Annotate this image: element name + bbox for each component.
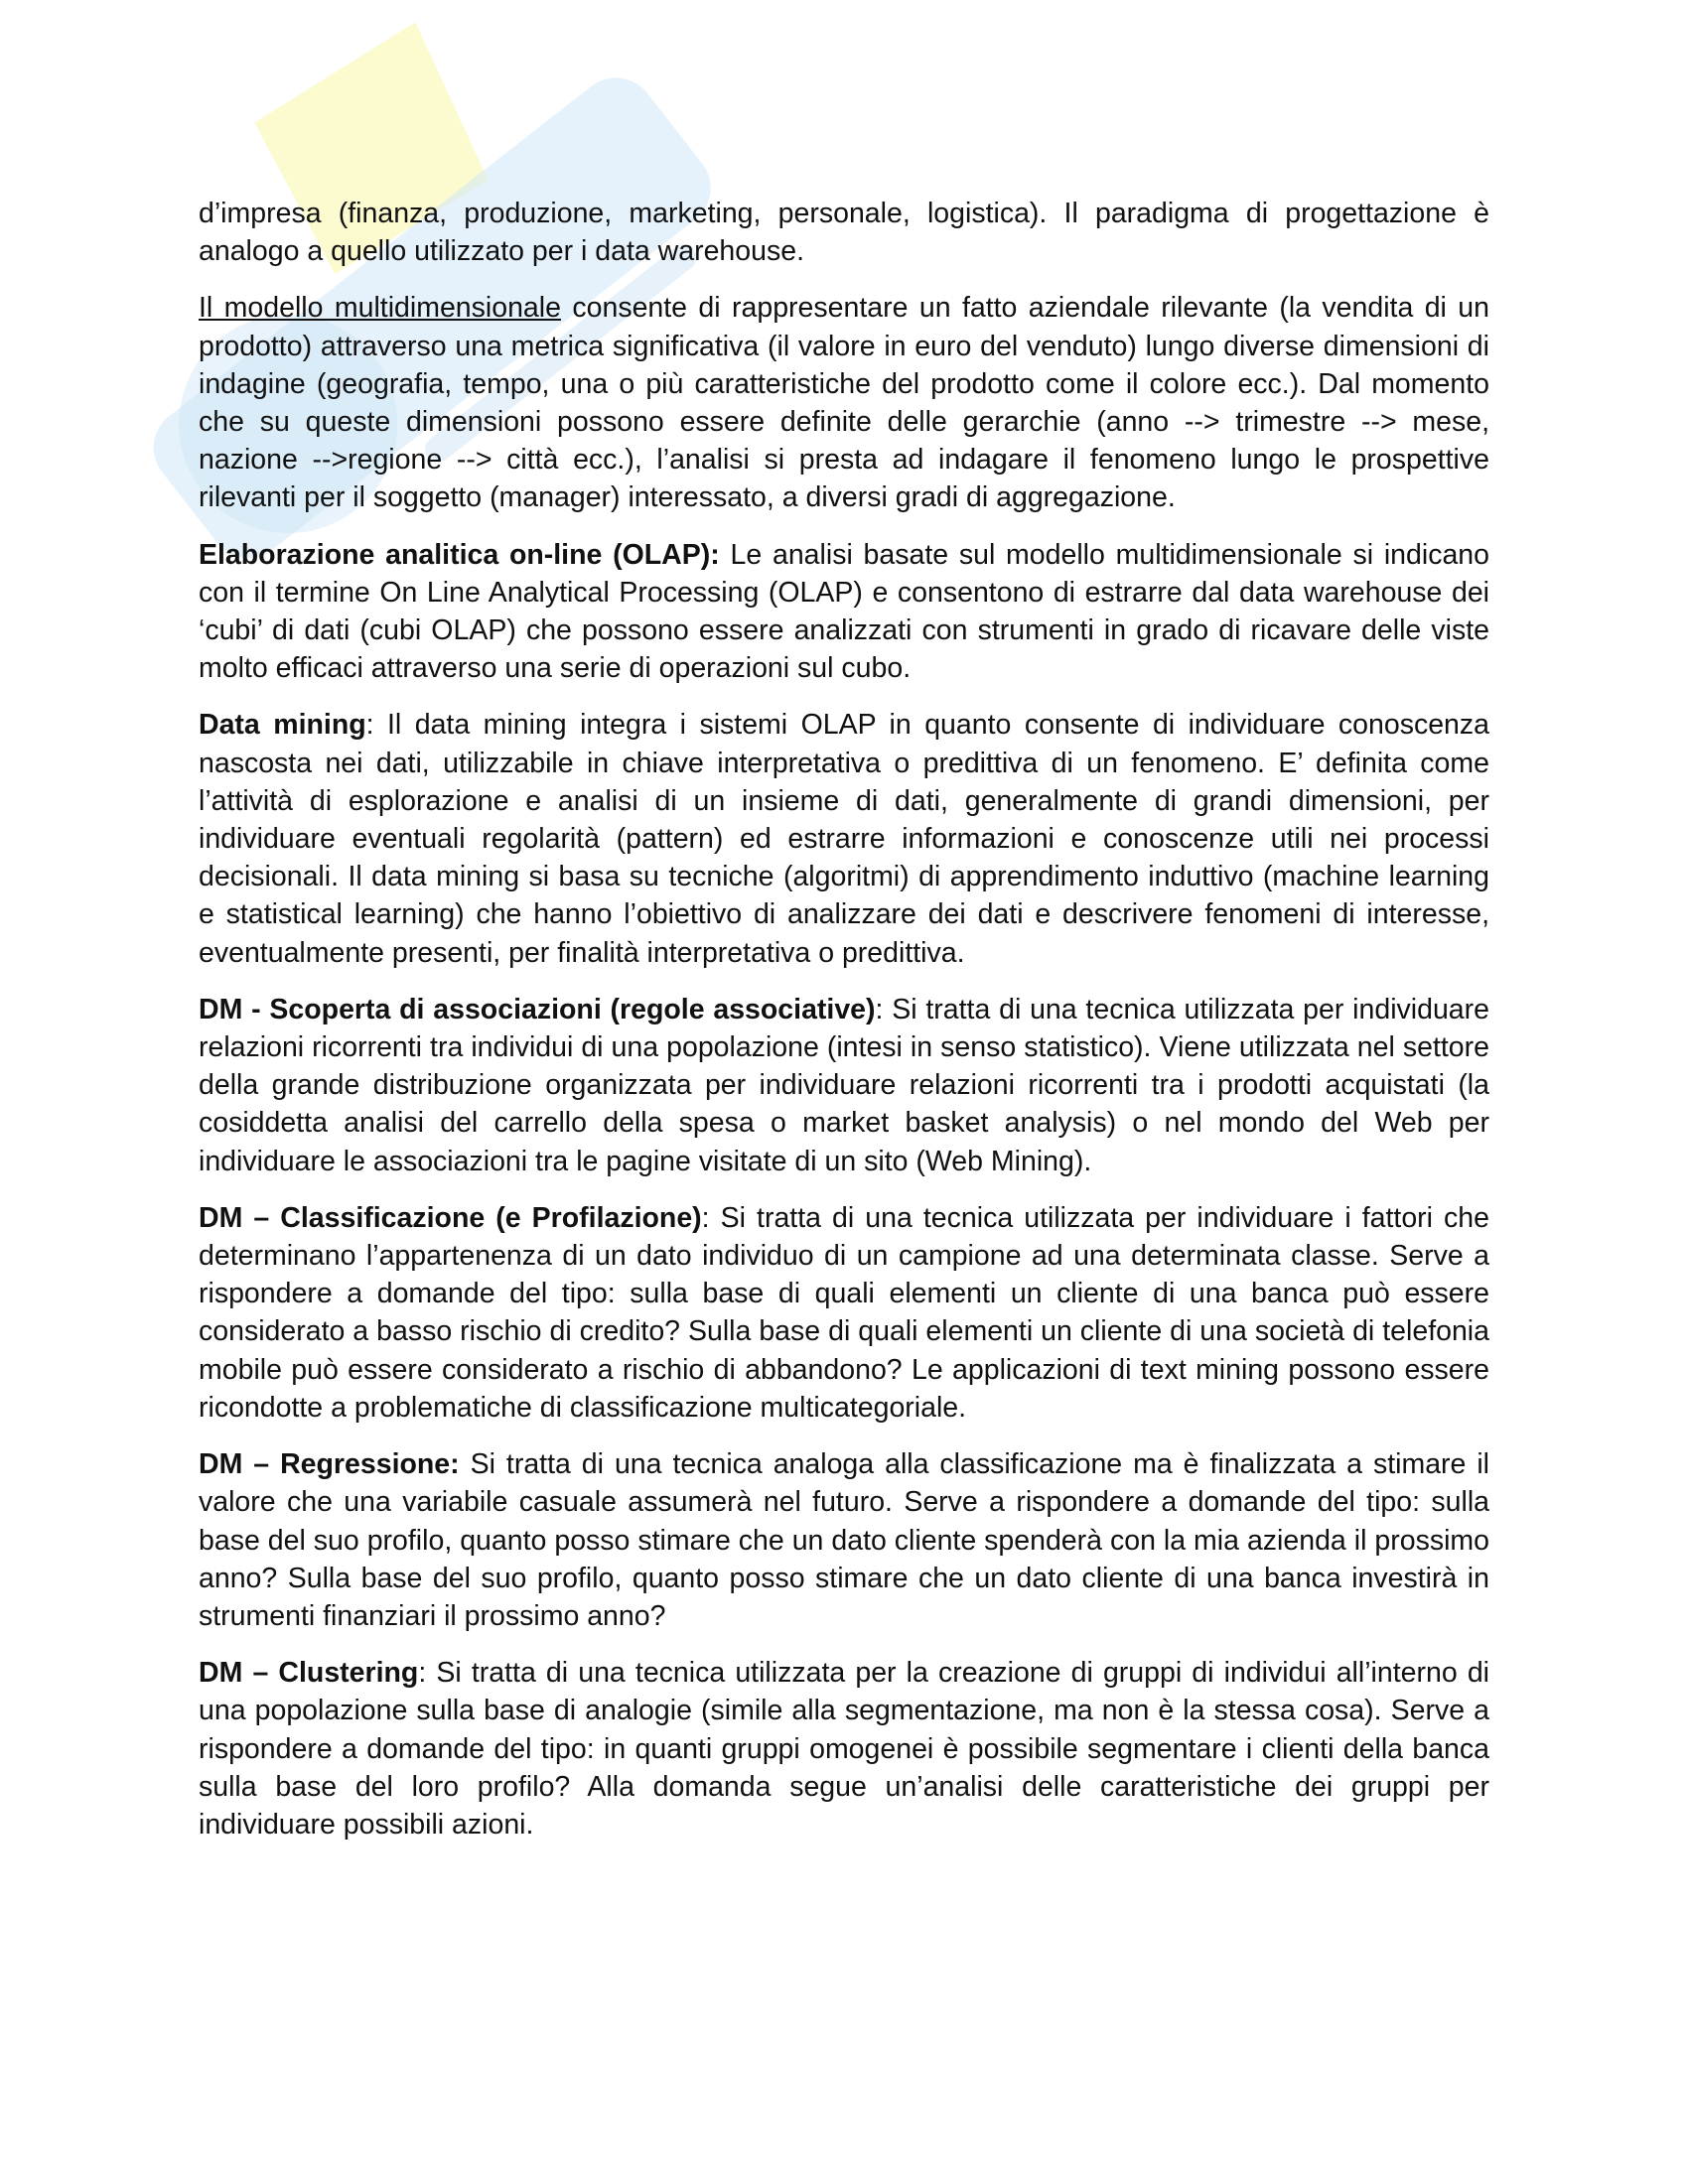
heading-olap: Elaborazione analitica on-line (OLAP): [199, 538, 720, 571]
paragraph-intro-text: d’impresa (finanza, produzione, marketing, personale, logistica). Il paradigma di progettazione è analogo a quello utilizzato per i data warehouse. [199, 198, 1489, 268]
paragraph-classificazione [199, 1199, 1489, 1427]
paragraph-associazioni [199, 991, 1489, 1180]
document-body [199, 195, 1489, 1862]
paragraph-clustering-text: : Si tratta di una tecnica utilizzata per la creazione di gruppi di individui all’interno di una popolazione sulla base di analogie (simile alla segmentazione, ma non è la stessa cosa). Serve a rispondere a domande del tipo: in quanti gruppi omogenei è possibile segmentare i clienti della banca sulla base del loro profilo? Alla domanda segue un’analisi delle caratteristiche dei gruppi per individuare possibili azioni. [199, 1657, 1489, 1841]
paragraph-associazioni-text: : Si tratta di una tecnica utilizzata per individuare relazioni ricorrenti tra individui di una popolazione (intesi in senso statistico). Viene utilizzata nel settore della grande distribuzione organizzata per individuare relazioni ricorrenti tra i prodotti acquistati (la cosiddetta analisi del carrello della spesa o market basket analysis) o nel mondo del Web per individuare le associazioni tra le pagine visitate di un sito (Web Mining). [199, 993, 1490, 1177]
heading-clustering: DM – Clustering [199, 1657, 419, 1690]
paragraph-clustering [199, 1654, 1489, 1843]
heading-associazioni: DM - Scoperta di associazioni (regole associative) [199, 993, 876, 1025]
paragraph-data-mining [199, 706, 1489, 971]
paragraph-intro [199, 195, 1489, 270]
paragraph-regressione [199, 1445, 1489, 1635]
paragraph-data-mining-text: : Il data mining integra i sistemi OLAP in quanto consente di individuare conoscenza nascosta nei dati, utilizzabile in chiave interpretativa o predittiva di un fenomeno. E’ definita come l’attività di esplorazione e analisi di un insieme di dati, generalmente di grandi dimensioni, per individuare eventuali regolarità (pattern) ed estrarre informazioni e conoscenze utili nei processi decisionali. Il data mining si basa su tecniche (algoritmi) di apprendimento induttivo (machine learning e statistical learning) che hanno l’obiettivo di analizzare dei dati e descrivere fenomeni di interesse, eventualmente presenti, per finalità interpretativa o predittiva. [199, 709, 1489, 969]
paragraph-classificazione-text: : Si tratta di una tecnica utilizzata per individuare i fattori che determinano l’appartenenza di un dato individuo di un campione ad una determinata classe. Serve a rispondere a domande del tipo: sulla base di quali elementi un cliente di una banca può essere considerato a basso rischio di credito? Sulla base di quali elementi un cliente di una società di telefonia mobile può essere considerato a rischio di abbandono? Le applicazioni di text mining possono essere ricondotte a problematiche di classificazione multicategoriale. [199, 1201, 1489, 1424]
heading-regressione: DM – Regressione: [199, 1448, 460, 1481]
paragraph-olap [199, 536, 1489, 688]
paragraph-regressione-text: Si tratta di una tecnica analoga alla classificazione ma è finalizzata a stimare il valore che una variabile casuale assumerà nel futuro. Serve a rispondere a domande del tipo: sulla base del suo profilo, quanto posso stimare che un dato cliente spenderà con la mia azienda il prossimo anno? Sulla base del suo profilo, quanto posso stimare che un dato cliente di una banca investirà in strumenti finanziari il prossimo anno? [199, 1448, 1490, 1632]
heading-classificazione: DM – Classificazione (e Profilazione) [199, 1201, 702, 1234]
term-modello-multidimensionale: Il modello multidimensionale [199, 292, 561, 325]
paragraph-modello-multidimensionale [199, 289, 1489, 516]
paragraph-modello-text: consente di rappresentare un fatto aziendale rilevante (la vendita di un prodotto) attraverso una metrica significativa (il valore in euro del venduto) lungo diverse dimensioni di indagine (geografia, tempo, una o più caratteristiche del prodotto come il colore ecc.). Dal momento che su queste dimensioni possono essere definite delle gerarchie (anno --> trimestre --> mese, nazione -->regione --> città ecc.), l’analisi si presta ad indagare il fenomeno lungo le prospettive rilevanti per il soggetto (manager) interessato, a diversi gradi di aggregazione. [199, 292, 1489, 514]
heading-data-mining: Data mining [199, 709, 366, 742]
paragraph-olap-text: Le analisi basate sul modello multidimensionale si indicano con il termine On Line Analytical Processing (OLAP) e consentono di estrarre dal data warehouse dei ‘cubi’ di dati (cubi OLAP) che possono essere analizzati con strumenti in grado di ricavare delle viste molto efficaci attraverso una serie di operazioni sul cubo. [199, 538, 1490, 685]
